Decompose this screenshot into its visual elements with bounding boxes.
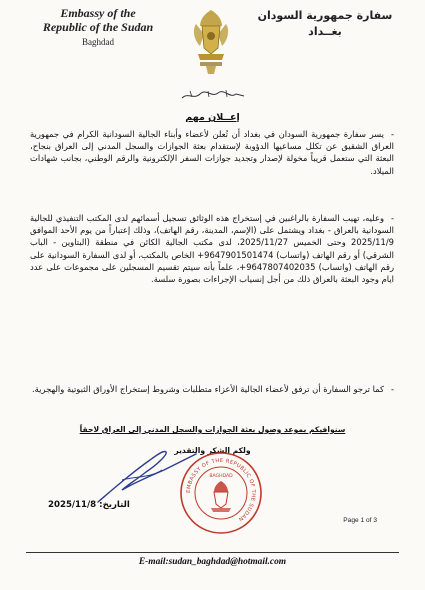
seal-ring-text: EMBASSY OF THE REPUBLIC OF THE SUDAN (185, 457, 257, 523)
footer-divider (26, 552, 399, 553)
bullet-icon: - (390, 129, 394, 139)
bullet-icon: - (390, 213, 394, 223)
document-date: التاريخ: 2025/11/8 (48, 500, 130, 510)
paragraph-2 (30, 212, 394, 285)
paragraph-1 (30, 128, 394, 177)
embassy-seal (178, 450, 264, 536)
bullet-icon: - (390, 384, 394, 394)
header-english (28, 6, 168, 48)
header-ar-line2: بغــداد (308, 25, 342, 38)
header-ar-line1: سفارة جمهورية السودان (257, 9, 393, 22)
paragraph-2-text: وعليه، تهيب السفارة بالراغبين في إستخراج هذه الوثائق تسجيل أسمائهم لدى المكتب التنفيذي للجالية السودانية بالعراق - بغداد ويشتمل على (الإسم، المدينة، رقم الهاتف)، وذلك إعتباراً من يوم الأحد الموافق 2025/11/9 وحتى الخميس 2025/11/27، لدى مكتب الجالية الكائن في منطقة (البتاوين - الباب الشرقي) أو رقم الهاتف (واتساب) 9647901501474+ الخاص بالمكتب، أو لدى السفارة السودانية على رقم الهاتف (واتساب) 9647807402035+، علماً بأنه سيتم تقسيم المسجلين على مجموعات على عدد ايام وجود البعثة بالعراق ذلك من أجل إنسياب الإجراءات بصورة سلسة. (30, 213, 394, 285)
footer-email: E-mail:sudan_baghdad@hotmail.com (138, 557, 287, 567)
paragraph-3-text: كما ترجو السفارة أن ترفق لأعضاء الجالية الأعزاء متطلبات وشروط إستخراج الأوراق الثبوتية والهجرية. (32, 384, 384, 394)
header-arabic (255, 8, 395, 40)
paragraph-1-text: يسر سفارة جمهورية السودان في بغداد أن تُعلن لأعضاء وأبناء الجالية السودانية الكرام في جمهورية العراق الشقيق عن تكلل مساعيها الدؤوبة لإستقدام بعثة الجوازات والسجل المدني إلى العراق بنجاح، البعثة التي ستعمل قريباً مخولة لإصدار وتجديد جوازات السفر الإلكترونية والرقم الوطني، بجانب شهادات الميلاد. (30, 129, 394, 176)
announcement-title: إعــلان مهم (185, 112, 240, 123)
paragraph-3 (30, 383, 394, 395)
header-en-line3: Baghdad (82, 37, 114, 47)
page-number: Page 1 of 3 (343, 517, 377, 524)
basmala-calligraphy (178, 88, 248, 102)
seal-top-text: BAGHDAD (209, 474, 233, 479)
sudan-emblem-icon (188, 4, 234, 78)
closing-line-2: ولكم الشكر والتقدير (174, 446, 251, 455)
header-en-line2: Republic of the Sudan (42, 20, 154, 34)
header-en-line1: Embassy of the (60, 6, 136, 20)
closing-line-1: سنوافيكم بموعد وصول بعثة الجوازات والسجل المدني إلى العراق لاحقاً (79, 425, 346, 434)
